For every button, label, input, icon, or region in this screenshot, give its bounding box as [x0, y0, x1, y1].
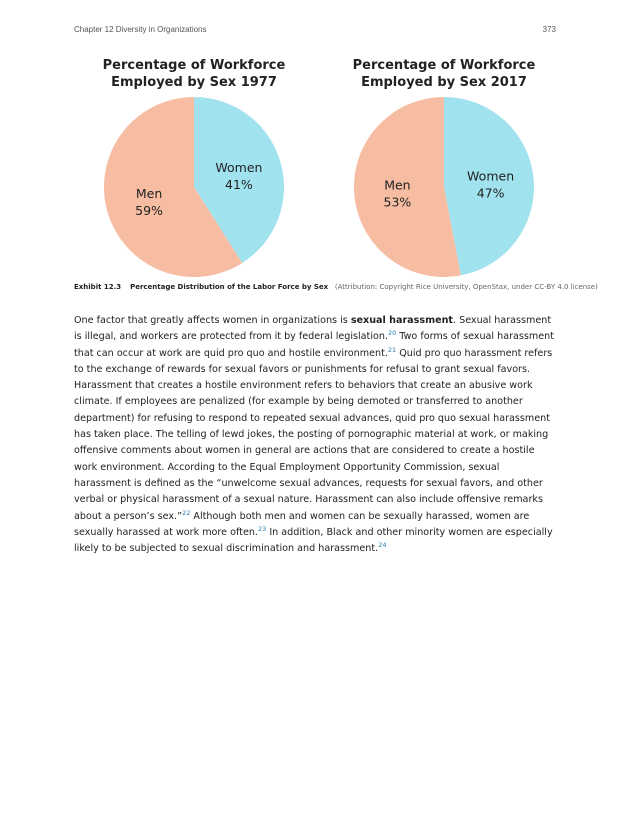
page-header [74, 25, 556, 34]
key-term: sexual harassment [350, 315, 453, 326]
text-run: Although both men and women can be sexually harassed, women are sexually harassed at work more often. [74, 510, 530, 538]
pie-chart-1977 [74, 57, 314, 287]
slice-label-women: Women [215, 159, 263, 175]
chapter-title: Chapter 12 Diversity in Organizations [74, 25, 207, 34]
footnote-link[interactable]: 22 [182, 508, 191, 517]
slice-value-men: 59% [135, 203, 163, 219]
exhibit-number: Exhibit 12.3 [74, 283, 122, 291]
footnote-link[interactable]: 23 [257, 524, 267, 533]
text-run: Two forms of sexual harassment that can occur at work are quid pro quo and hostile environment. [74, 331, 555, 359]
footnote-link[interactable]: 24 [378, 540, 387, 549]
pie-charts [74, 57, 564, 287]
slice-value-women: 47% [476, 185, 505, 201]
text-run: . Sexual harassment is illegal, and workers are protected from it by federal legislation. [74, 315, 552, 343]
footnote-link[interactable]: 21 [387, 345, 397, 354]
pie-svg [324, 95, 564, 285]
text-run: One factor that greatly affects women in organizations is [74, 315, 351, 326]
slice-value-men: 53% [383, 194, 412, 210]
slice-label-men: Men [135, 186, 163, 202]
page-number: 373 [542, 25, 556, 34]
text-run: Quid pro quo harassment refers to the exchange of rewards for sexual favors or punishments for refusal to grant sexual favors. Harassment that creates a hostile environment refers to behaviors that create an abusive work climate. If employees are penalized (for example by being demoted or transferred to another department) for refusing to respond to repeated sexual advances, quid pro quo sexual harassment has taken place. The telling of lewd jokes, the posting of pornographic material at work, or making offensive comments about women in general are actions that are considered to create a hostile work environment. According to the Equal Employment Opportunity Commission, sexual harassment is defined as the “unwelcome sexual advances, requests for sexual favors, and other verbal or physical harassment of a sexual nature. Harassment can also include offensive remarks about a person’s sex.” [74, 347, 553, 522]
chart-title: Percentage of Workforce Employed by Sex 1977 [102, 58, 286, 90]
pie-chart-2017 [324, 57, 564, 287]
slice-value-women: 41% [225, 176, 253, 192]
slice-label-women: Women [467, 168, 515, 184]
figure-caption [74, 283, 598, 291]
chart-title: Percentage of Workforce Employed by Sex 2017 [352, 58, 536, 90]
caption-title: Percentage Distribution of the Labor Force by Sex [130, 283, 329, 291]
pie-svg [74, 95, 314, 285]
caption-attribution: (Attribution: Copyright Rice University, OpenStax, under CC-BY 4.0 license) [334, 283, 598, 291]
body-paragraph [74, 313, 559, 557]
text-run: In addition, Black and other minority women are especially likely to be subjected to sexual discrimination and harassment. [74, 526, 553, 555]
slice-label-men: Men [384, 177, 411, 193]
footnote-link[interactable]: 20 [387, 329, 397, 338]
